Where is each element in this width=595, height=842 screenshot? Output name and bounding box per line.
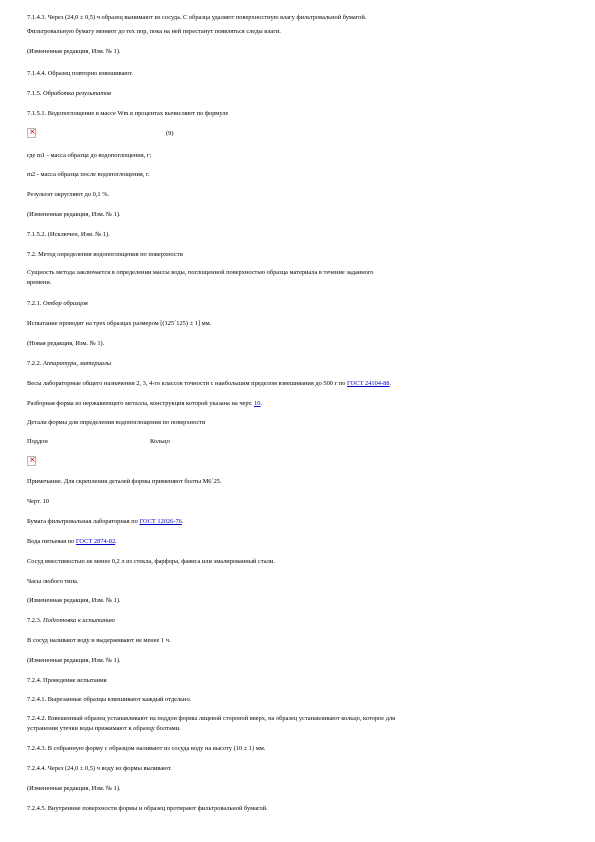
form-details-caption: Детали формы для определения водопоглощения по поверхности bbox=[27, 419, 206, 426]
form-text: Разборная форма из нержавеющего металла, конструкция которой указана на черт. bbox=[27, 400, 254, 407]
para-7-1-5-1: 7.1.5.1. Водопоглощение в массе Wm в процентах вычисляют по формуле bbox=[27, 110, 229, 117]
para-7-1-4-3-cont: Фильтровальную бумагу меняют до тех пор, пока на ней перестанут появляться следы влаги. bbox=[27, 28, 281, 35]
section-title: Аппаратура, материалы bbox=[42, 360, 112, 367]
revision-note: (Измененная редакция, Изм. № 1). bbox=[27, 785, 121, 792]
drawing-caption: Черт. 10 bbox=[27, 498, 49, 505]
scales-text: Весы лабораторные общего назначения 2, 3, 4-го классов точности с наибольшим пределом взвешивания до 500 г по bbox=[27, 380, 348, 387]
section-number: 7.2.3. bbox=[27, 617, 43, 624]
clock-line: Часы любого типа. bbox=[27, 578, 79, 585]
method-essence-cont: времени. bbox=[27, 279, 52, 286]
section-7-2-3 bbox=[27, 617, 115, 625]
period: . bbox=[181, 518, 184, 525]
rounding-note: Результат округляют до 0,1 %. bbox=[27, 191, 110, 198]
section-7-1-5 bbox=[27, 90, 111, 98]
gost-24104-link[interactable]: ГОСТ 24104-88 bbox=[347, 380, 390, 387]
sample-size: Испытание проводят на трех образцах размером [(125´125) ± 1] мм. bbox=[27, 320, 212, 327]
section-7-2-1 bbox=[27, 300, 88, 308]
legend-m2: m2 - масса образца после водопоглощения, г. bbox=[27, 171, 150, 178]
scales-line bbox=[27, 380, 391, 388]
para-7-2-4-2: 7.2.4.2. Взвешенный образец устанавливают на поддон формы лицевой стороной вверх, на образец устанавливают кольцо, которое для bbox=[27, 715, 396, 722]
para-7-1-5-2: 7.1.5.2. (Исключен, Изм. № 1). bbox=[27, 231, 110, 238]
revision-note: (Измененная редакция, Изм. № 1). bbox=[27, 657, 121, 664]
note-bolts: Примечание. Для скрепления деталей формы применяют болты М6´25. bbox=[27, 478, 222, 485]
broken-image-icon bbox=[27, 128, 36, 138]
section-number: 7.2.2. bbox=[27, 360, 43, 367]
para-7-2-4-1: 7.2.4.1. Вырезанные образцы взвешивают каждый отдельно. bbox=[27, 696, 192, 703]
broken-image-icon bbox=[27, 456, 36, 466]
section-number: 7.2.1. bbox=[27, 300, 43, 307]
drawing-10-link[interactable]: 10 bbox=[254, 400, 261, 407]
water-text: Вода питьевая по bbox=[27, 538, 76, 545]
section-7-2-4: 7.2.4. Проведение испытания bbox=[27, 677, 107, 684]
label-tray: Поддон bbox=[27, 438, 48, 445]
section-number: 7.1.5. bbox=[27, 90, 43, 97]
revision-note: (Измененная редакция, Изм. № 1). bbox=[27, 597, 121, 604]
para-7-2-4-3: 7.2.4.3. В собранную форму с образцом наливают из сосуда воду на высоту (10 ± 1) мм. bbox=[27, 745, 266, 752]
legend-m1: где m1 - масса образца до водопоглощения, г; bbox=[27, 152, 152, 159]
para-7-2-4-5: 7.2.4.5. Внутренние поверхности формы и образец протирают фильтровальной бумагой. bbox=[27, 805, 268, 812]
revision-note: (Измененная редакция, Изм. № 1). bbox=[27, 48, 121, 55]
period: . bbox=[260, 400, 262, 407]
filter-paper-line bbox=[27, 518, 183, 526]
new-revision-note: (Новая редакция, Изм. № 1). bbox=[27, 340, 105, 347]
form-line bbox=[27, 400, 262, 408]
section-7-2-title: 7.2. Метод определения водопоглощения по поверхности bbox=[27, 251, 183, 258]
label-ring: Кольцо bbox=[150, 438, 170, 445]
gost-2874-link[interactable]: ГОСТ 2874-82 bbox=[75, 538, 116, 545]
gost-12026-link[interactable]: ГОСТ 12026-76 bbox=[139, 518, 182, 525]
para-7-2-4-2-cont: устранения утечки воды прижимают к образцу болтами. bbox=[27, 725, 181, 732]
para-7-1-4-4: 7.1.4.4. Образец повторно взвешивают. bbox=[27, 70, 133, 77]
section-title: Отбор образцов bbox=[42, 300, 88, 307]
period: . bbox=[389, 380, 392, 387]
section-7-2-2 bbox=[27, 360, 111, 368]
formula-number: (9) bbox=[166, 130, 174, 137]
vessel-line: Сосуд вместимостью не менее 0,2 л из стекла, фарфора, фаянса или эмалированный стали. bbox=[27, 558, 275, 565]
revision-note: (Измененная редакция, Изм. № 1). bbox=[27, 211, 121, 218]
filter-paper-text: Бумага фильтровальная лабораторная по bbox=[27, 518, 140, 525]
period: . bbox=[115, 538, 117, 545]
para-7-2-4-4: 7.2.4.4. Через (24,0 ± 0,5) ч воду из формы выливают. bbox=[27, 765, 172, 772]
section-title: Подготовка к испытанию bbox=[42, 617, 115, 624]
water-line bbox=[27, 538, 117, 546]
section-title: Обработка результатов bbox=[42, 90, 111, 97]
prep-line: В сосуд наливают воду и выдерживают не менее 1 ч. bbox=[27, 637, 171, 644]
method-essence: Сущность метода заключается в определении массы воды, поглощенной поверхностью образца материала в течение заданного bbox=[27, 269, 374, 276]
para-7-1-4-3: 7.1.4.3. Через (24,0 ± 0,5) ч образец вынимают из сосуда. С образца удаляют поверхностную влагу фильтровальной бумагой. bbox=[27, 14, 367, 21]
